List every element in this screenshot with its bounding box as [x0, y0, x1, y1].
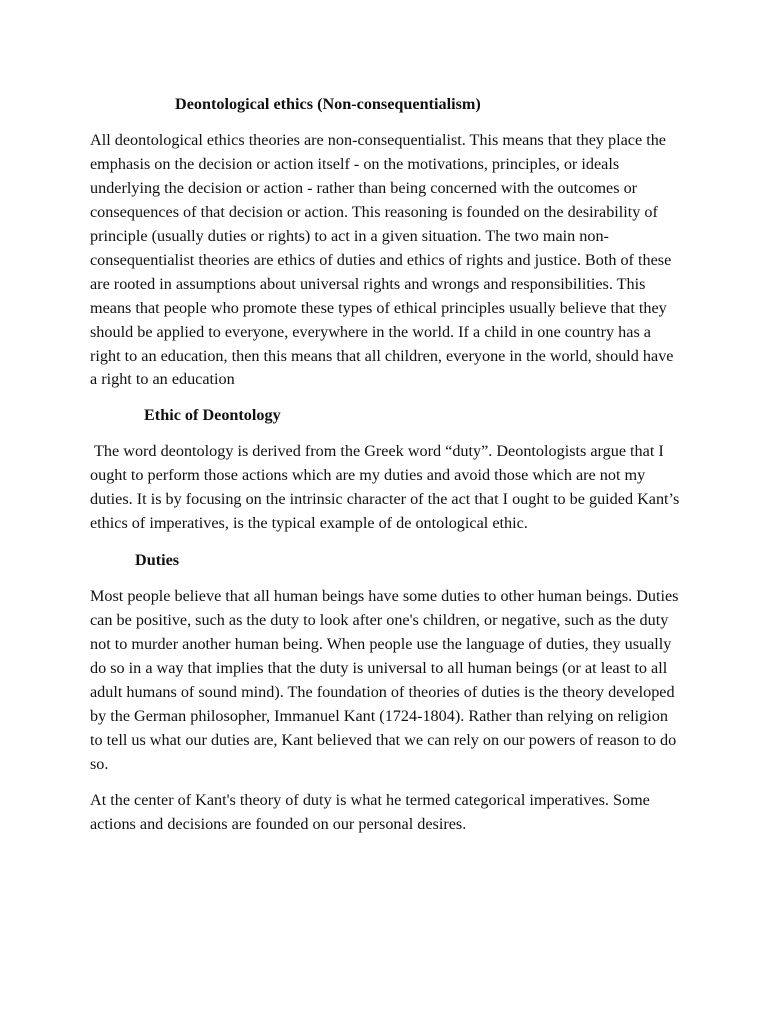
heading-duties: Duties — [135, 551, 180, 570]
paragraph-kant: At the center of Kant's theory of duty is what he termed categorical imperatives. Some actions and decisions are founded on our personal desires. — [90, 790, 650, 833]
paragraph-duties: Most people believe that all human beings have some duties to other human beings. Duties can be positive, such as the duty to look after one's children, or negative, such as the duty not to murder another human being. When people use the language of duties, they usually do so in a way that implies that the duty is universal to all human beings (or at least to all adult humans of sound mind). The foundation of theories of duties is the theory developed by the German philosopher, Immanuel Kant (1724-1804). Rather than relying on religion to tell us what our duties are, Kant believed that we can rely on our powers of reason to do so. — [90, 587, 679, 773]
heading-ethic-of-deontology: Ethic of Deontology — [144, 406, 281, 425]
document-body — [90, 93, 684, 849]
heading-deontological-ethics: Deontological ethics (Non-consequentialism) — [175, 95, 481, 113]
paragraph-intro: All deontological ethics theories are non-consequentialist. This means that they place the emphasis on the decision or action itself - on the motivations, principles, or ideals underlying the decision or action - rather than being concerned with the outcomes or consequences of that decision or action. This reasoning is founded on the desirability of principle (usually duties or rights) to act in a given situation. The two main non-consequentialist theories are ethics of duties and ethics of rights and justice. Both of these are rooted in assumptions about universal rights and wrongs and responsibilities. This means that people who promote these types of ethical principles usually believe that they should be applied to everyone, everywhere in the world. If a child in one country has a right to an education, then this means that all children, everyone in the world, should have a right to an education — [90, 130, 674, 389]
paragraph-deontology: The word deontology is derived from the Greek word “duty”. Deontologists argue that I ought to perform those actions which are my duties and avoid those which are not my duties. It is by focusing on the intrinsic character of the act that I ought to be guided Kant’s ethics of imperatives, is the typical example of de ontological ethic. — [90, 442, 684, 533]
